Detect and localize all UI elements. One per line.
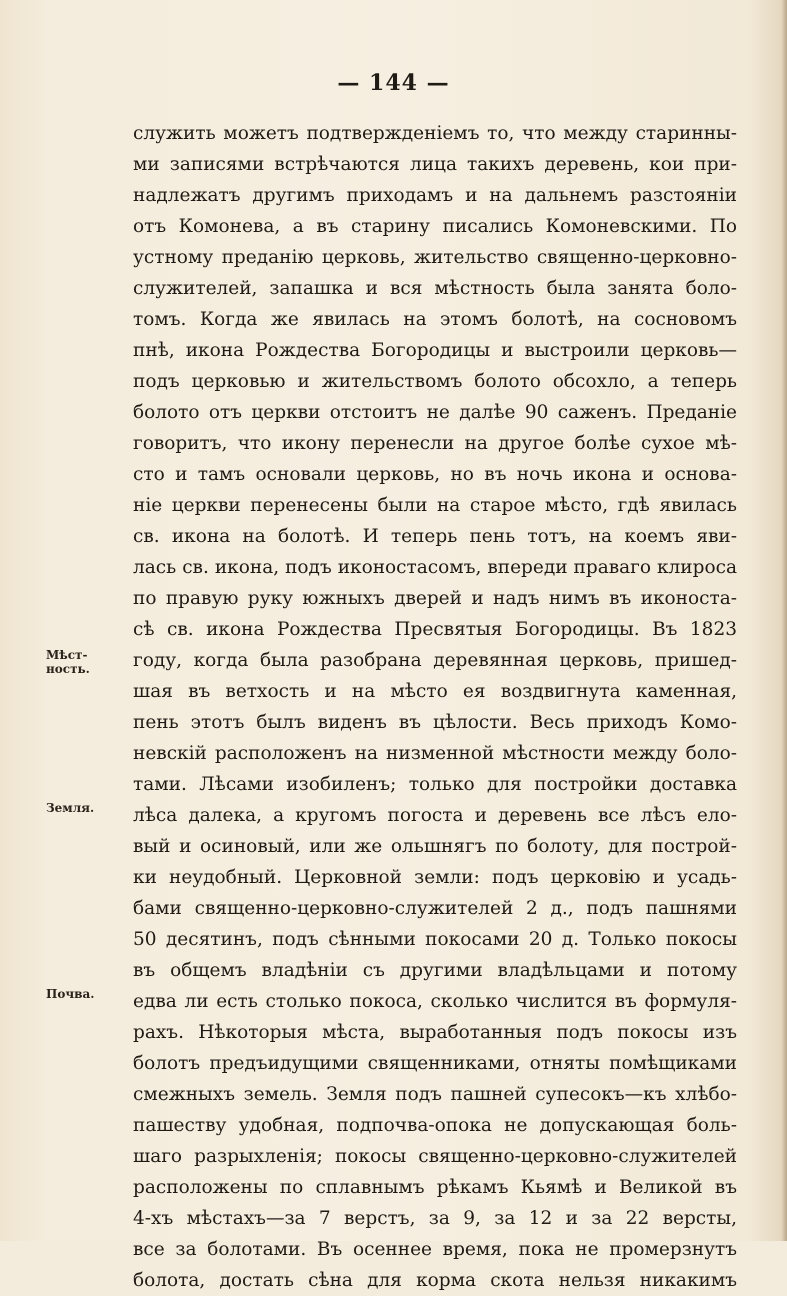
text-line-12: сто и тамъ основали церковь, но въ ночь икона и основа- [133,464,737,485]
text-line-11: говоритъ, что икону перенесли на другое болѣе сухое мѣ- [133,433,737,454]
margin-note-land: Земля. [46,801,95,815]
text-line-27: 50 десятинъ, подъ сѣнными покосами 20 д. Только покосы [133,929,737,950]
text-line-25: ки неудобный. Церковной земли: подъ церковію и усадь- [133,867,737,888]
text-line-4: отъ Комонева, а въ старину писались Комоневскими. По [133,216,737,237]
margin-note-location [46,648,110,676]
text-line-18: году, когда была разобрана деревянная церковь, пришед- [133,650,737,671]
text-line-10: болото отъ церкви отстоитъ не далѣе 90 саженъ. Преданіе [133,402,737,423]
text-line-21: невскій расположенъ на низменной мѣстности между боло- [133,743,737,764]
text-line-34: шаго разрыхленія; покосы священно-церковно-служителей [133,1146,737,1167]
text-line-2: ми записями встрѣчаются лица такихъ деревень, кои при- [133,154,737,175]
text-line-13: ніе церкви перенесены были на старое мѣсто, гдѣ явилась [133,495,737,516]
text-line-20: пень этотъ былъ виденъ въ цѣлости. Весь приходъ Комо- [133,712,737,733]
page-edge [781,0,787,1241]
text-line-28: въ общемъ владѣніи съ другими владѣльцами и потому [133,960,737,981]
text-line-36: 4-хъ мѣстахъ—за 7 верстъ, за 9, за 12 и за 22 версты, [133,1208,737,1229]
margin-note-location-line-2: ность. [46,662,90,676]
text-line-22: тами. Лѣсами изобиленъ; только для постройки доставка [133,774,737,795]
text-line-33: пашеству удобная, подпочва-опока не допускающая боль- [133,1115,737,1136]
text-line-19: шая въ ветхость и на мѣсто ея воздвигнута каменная, [133,681,737,702]
page-number: — 144 — [337,70,450,96]
text-line-17: сѣ св. икона Рождества Пресвятыя Богородицы. Въ 1823 [133,619,737,640]
text-line-9: подъ церковью и жительствомъ болото обсохло, а теперь [133,371,737,392]
text-line-26: бами священно-церковно-служителей 2 д., подъ пашнями [133,898,737,919]
text-line-1: служить можетъ подтвержденіемъ то, что между старинны- [133,123,737,144]
text-line-5: устному преданію церковь, жительство священно-церковно- [133,247,737,268]
text-line-24: вый и осиновый, или же ольшнягъ по болоту, для построй- [133,836,737,857]
text-line-14: св. икона на болотѣ. И теперь пень тотъ, на коемъ яви- [133,526,737,547]
text-line-7: томъ. Когда же явилась на этомъ болотѣ, на сосновомъ [133,309,737,330]
text-line-35: расположены по сплавнымъ рѣкамъ Кьямѣ и Великой въ [133,1177,737,1198]
body-text [133,118,737,1296]
text-line-32: смежныхъ земель. Земля подъ пашней супесокъ—къ хлѣбо- [133,1084,737,1105]
text-line-23: лѣса далека, а кругомъ погоста и деревень все лѣсъ ело- [133,805,737,826]
text-line-37: все за болотами. Въ осеннее время, пока не промерзнутъ [133,1239,737,1260]
text-line-6: служителей, запашка и вся мѣстность была занята боло- [133,278,737,299]
text-line-16: по правую руку южныхъ дверей и надъ нимъ въ иконоста- [133,588,737,609]
text-line-8: пнѣ, икона Рождества Богородицы и выстроили церковь— [133,340,737,361]
text-line-30: рахъ. Нѣкоторыя мѣста, выработанныя подъ покосы изъ [133,1022,737,1043]
margin-note-soil: Почва. [46,987,95,1001]
text-line-29: едва ли есть столько покоса, сколько числится въ формуля- [133,991,737,1012]
text-line-15: лась св. икона, подъ иконостасомъ, впереди праваго клироса [133,557,737,578]
text-line-38: болота, достать сѣна для корма скота нельзя никакимъ [133,1270,737,1291]
margin-note-location-line-1: Мѣст- [46,648,88,662]
text-line-3: надлежатъ другимъ приходамъ и на дальнемъ разстояніи [133,185,737,206]
text-line-31: болотъ предъидущими священниками, отняты помѣщиками [133,1053,737,1074]
